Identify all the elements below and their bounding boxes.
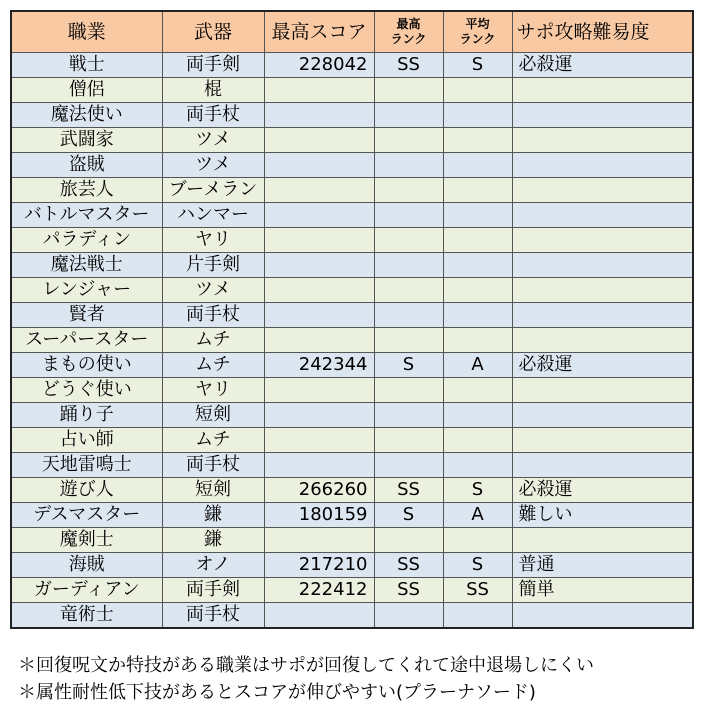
cell-job: 天地雷鳴士 [11, 453, 162, 478]
cell-best-score: 266260 [264, 478, 374, 503]
cell-best-rank: S [374, 503, 443, 528]
cell-best-rank [374, 428, 443, 453]
header-best-rank [374, 11, 443, 53]
cell-job: 盗賊 [11, 153, 162, 178]
header-best-rank-line1: 最高 [396, 17, 421, 31]
cell-best-score [264, 128, 374, 153]
table-row [11, 253, 693, 278]
cell-avg-rank: S [443, 53, 512, 78]
cell-best-rank [374, 528, 443, 553]
cell-weapon: 両手杖 [162, 103, 264, 128]
cell-avg-rank [443, 78, 512, 103]
cell-difficulty [512, 453, 693, 478]
note-healing: ＊回復呪文か特技がある職業はサポが回復してくれて途中退場しにくい [18, 655, 594, 676]
cell-avg-rank: S [443, 478, 512, 503]
cell-job: 魔法使い [11, 103, 162, 128]
cell-best-rank [374, 203, 443, 228]
table-row [11, 278, 693, 303]
cell-job: 海賊 [11, 553, 162, 578]
cell-difficulty [512, 103, 693, 128]
table-row [11, 328, 693, 353]
notes [18, 652, 698, 706]
cell-best-score [264, 453, 374, 478]
cell-job: 旅芸人 [11, 178, 162, 203]
cell-difficulty [512, 228, 693, 253]
cell-job: ガーディアン [11, 578, 162, 603]
cell-avg-rank [443, 528, 512, 553]
cell-difficulty [512, 78, 693, 103]
cell-best-score [264, 203, 374, 228]
cell-avg-rank: A [443, 353, 512, 378]
cell-avg-rank [443, 228, 512, 253]
cell-avg-rank [443, 153, 512, 178]
cell-best-score [264, 603, 374, 629]
table-row [11, 478, 693, 503]
cell-job: 武闘家 [11, 128, 162, 153]
cell-best-rank [374, 453, 443, 478]
cell-best-score [264, 328, 374, 353]
cell-job: 遊び人 [11, 478, 162, 503]
cell-difficulty [512, 328, 693, 353]
cell-weapon: 両手剣 [162, 578, 264, 603]
table-header-row [11, 11, 693, 53]
cell-job: デスマスター [11, 503, 162, 528]
cell-weapon: ツメ [162, 128, 264, 153]
cell-job: 踊り子 [11, 403, 162, 428]
cell-job: バトルマスター [11, 203, 162, 228]
cell-avg-rank [443, 253, 512, 278]
cell-best-score: 222412 [264, 578, 374, 603]
cell-best-score [264, 428, 374, 453]
cell-best-score [264, 378, 374, 403]
cell-weapon: オノ [162, 553, 264, 578]
cell-weapon: ムチ [162, 353, 264, 378]
header-best-rank-line2: ランク [390, 32, 427, 46]
cell-best-score [264, 153, 374, 178]
cell-difficulty [512, 528, 693, 553]
cell-difficulty [512, 428, 693, 453]
cell-best-score: 242344 [264, 353, 374, 378]
cell-difficulty [512, 378, 693, 403]
cell-weapon: ブーメラン [162, 178, 264, 203]
cell-difficulty [512, 603, 693, 629]
cell-best-score: 217210 [264, 553, 374, 578]
cell-avg-rank [443, 303, 512, 328]
table-row [11, 103, 693, 128]
cell-avg-rank [443, 403, 512, 428]
cell-best-rank: S [374, 353, 443, 378]
cell-weapon: 両手杖 [162, 453, 264, 478]
cell-weapon: ムチ [162, 428, 264, 453]
table-row [11, 178, 693, 203]
cell-job: 占い師 [11, 428, 162, 453]
header-weapon: 武器 [162, 11, 264, 53]
cell-best-rank [374, 328, 443, 353]
cell-avg-rank [443, 603, 512, 629]
cell-avg-rank [443, 178, 512, 203]
cell-best-score: 180159 [264, 503, 374, 528]
cell-best-rank [374, 378, 443, 403]
cell-job: スーパースター [11, 328, 162, 353]
cell-weapon: 両手杖 [162, 603, 264, 629]
table-row [11, 203, 693, 228]
cell-best-score [264, 253, 374, 278]
cell-best-rank [374, 103, 443, 128]
cell-best-score: 228042 [264, 53, 374, 78]
cell-difficulty [512, 403, 693, 428]
cell-best-score [264, 403, 374, 428]
cell-best-rank: SS [374, 53, 443, 78]
cell-best-rank [374, 278, 443, 303]
cell-avg-rank [443, 103, 512, 128]
cell-weapon: 短剣 [162, 478, 264, 503]
cell-avg-rank [443, 128, 512, 153]
cell-difficulty [512, 303, 693, 328]
cell-best-rank [374, 128, 443, 153]
cell-job: 魔剣士 [11, 528, 162, 553]
table-row [11, 228, 693, 253]
cell-difficulty: 必殺運 [512, 478, 693, 503]
cell-avg-rank: S [443, 553, 512, 578]
cell-difficulty: 必殺運 [512, 353, 693, 378]
cell-job: 僧侶 [11, 78, 162, 103]
table-row [11, 53, 693, 78]
cell-weapon: 鎌 [162, 503, 264, 528]
table-row [11, 503, 693, 528]
cell-weapon: 両手杖 [162, 303, 264, 328]
cell-difficulty [512, 278, 693, 303]
table-row [11, 553, 693, 578]
header-avg-rank-line1: 平均 [465, 17, 490, 31]
cell-avg-rank [443, 453, 512, 478]
note-resistance: ＊属性耐性低下技があるとスコアが伸びやすい(プラーナソード) [18, 682, 536, 703]
table-row [11, 353, 693, 378]
cell-avg-rank [443, 328, 512, 353]
cell-best-score [264, 178, 374, 203]
cell-avg-rank [443, 428, 512, 453]
cell-best-rank [374, 253, 443, 278]
table-row [11, 603, 693, 629]
table-row [11, 153, 693, 178]
cell-difficulty [512, 178, 693, 203]
table-row [11, 78, 693, 103]
cell-best-rank [374, 153, 443, 178]
cell-difficulty [512, 203, 693, 228]
cell-avg-rank [443, 278, 512, 303]
header-avg-rank-line2: ランク [459, 32, 496, 46]
cell-weapon: 棍 [162, 78, 264, 103]
table-body [11, 53, 693, 629]
cell-best-score [264, 103, 374, 128]
cell-job: 賢者 [11, 303, 162, 328]
table-row [11, 403, 693, 428]
cell-best-rank [374, 78, 443, 103]
cell-job: 竜術士 [11, 603, 162, 629]
cell-difficulty [512, 153, 693, 178]
cell-weapon: ヤリ [162, 228, 264, 253]
header-difficulty: サポ攻略難易度 [512, 11, 693, 53]
header-job: 職業 [11, 11, 162, 53]
cell-job: まもの使い [11, 353, 162, 378]
cell-best-rank: SS [374, 578, 443, 603]
cell-weapon: ヤリ [162, 378, 264, 403]
cell-weapon: ムチ [162, 328, 264, 353]
header-avg-rank [443, 11, 512, 53]
header-best-score: 最高スコア [264, 11, 374, 53]
cell-weapon: ツメ [162, 278, 264, 303]
cell-weapon: 鎌 [162, 528, 264, 553]
cell-job: 戦士 [11, 53, 162, 78]
cell-avg-rank: SS [443, 578, 512, 603]
cell-best-score [264, 303, 374, 328]
cell-best-rank [374, 178, 443, 203]
cell-difficulty [512, 253, 693, 278]
cell-avg-rank: A [443, 503, 512, 528]
cell-best-score [264, 528, 374, 553]
table-row [11, 428, 693, 453]
cell-best-rank: SS [374, 553, 443, 578]
table-row [11, 128, 693, 153]
cell-best-score [264, 228, 374, 253]
cell-weapon: ハンマー [162, 203, 264, 228]
cell-weapon: ツメ [162, 153, 264, 178]
cell-best-rank [374, 603, 443, 629]
cell-job: レンジャー [11, 278, 162, 303]
cell-difficulty: 普通 [512, 553, 693, 578]
cell-difficulty: 難しい [512, 503, 693, 528]
cell-difficulty: 簡単 [512, 578, 693, 603]
cell-difficulty [512, 128, 693, 153]
cell-best-rank [374, 228, 443, 253]
cell-avg-rank [443, 203, 512, 228]
cell-job: パラディン [11, 228, 162, 253]
cell-best-score [264, 278, 374, 303]
table-row [11, 453, 693, 478]
cell-best-rank [374, 303, 443, 328]
cell-best-score [264, 78, 374, 103]
cell-weapon: 両手剣 [162, 53, 264, 78]
table-row [11, 578, 693, 603]
cell-job: 魔法戦士 [11, 253, 162, 278]
table-row [11, 378, 693, 403]
table-row [11, 303, 693, 328]
cell-avg-rank [443, 378, 512, 403]
cell-weapon: 短剣 [162, 403, 264, 428]
cell-weapon: 片手剣 [162, 253, 264, 278]
cell-best-rank: SS [374, 478, 443, 503]
cell-job: どうぐ使い [11, 378, 162, 403]
table-row [11, 528, 693, 553]
cell-difficulty: 必殺運 [512, 53, 693, 78]
cell-best-rank [374, 403, 443, 428]
job-score-table [10, 10, 694, 629]
